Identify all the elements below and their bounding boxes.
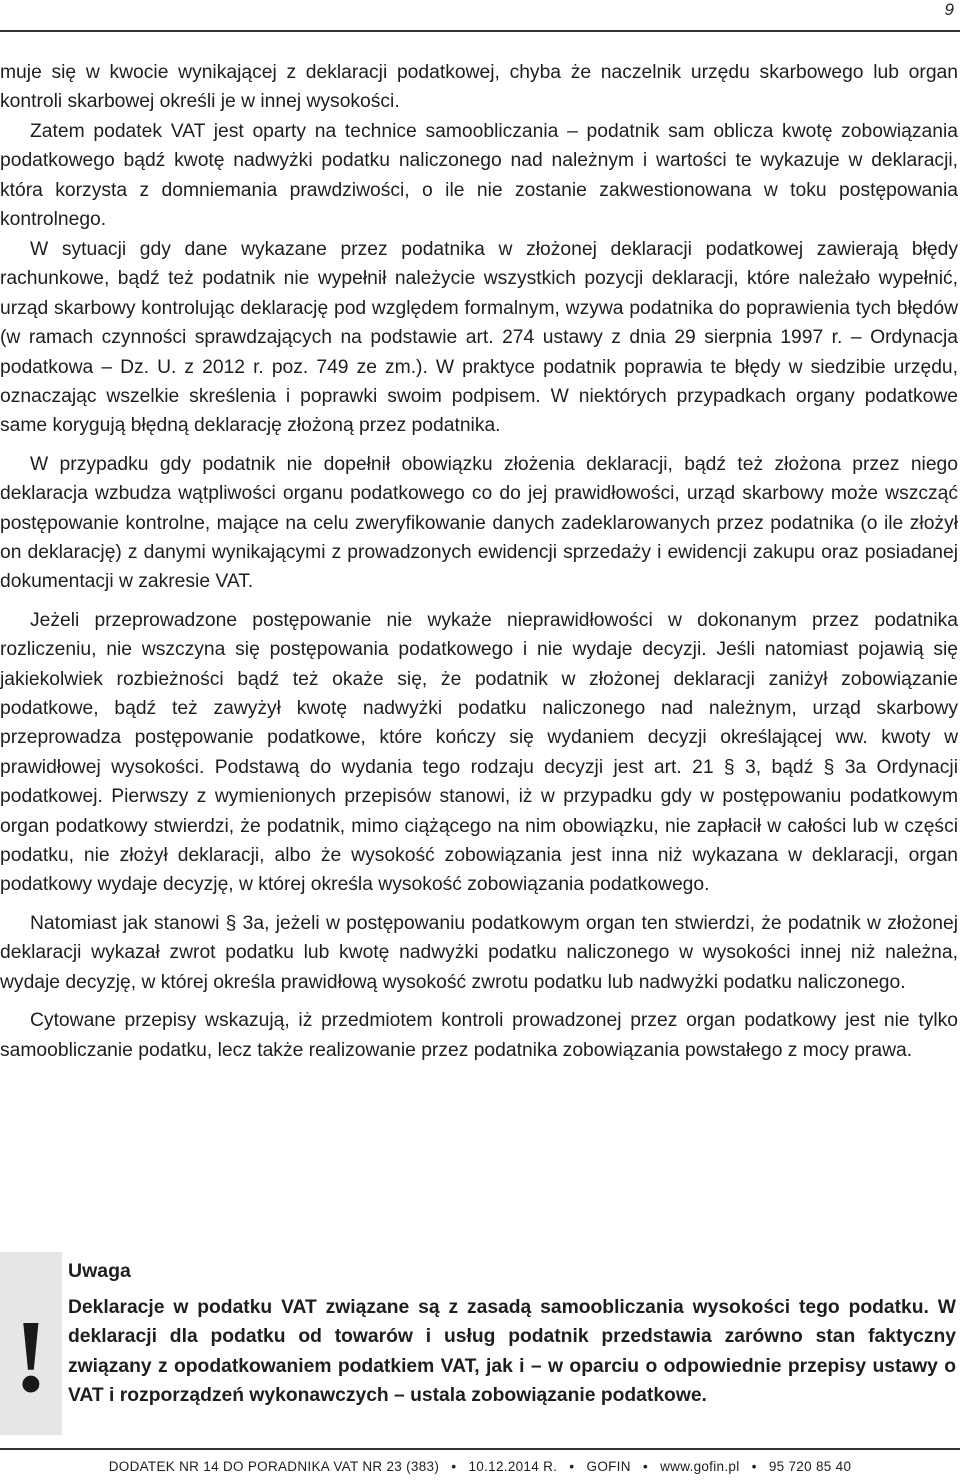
footer-separator: •: [751, 1458, 757, 1474]
footer-publication: DODATEK NR 14 DO PORADNIKA VAT NR 23 (383): [108, 1459, 440, 1474]
page-number: 9: [944, 0, 954, 19]
footer-website[interactable]: www.gofin.pl: [660, 1459, 740, 1474]
paragraph-4: W przypadku gdy podatnik nie dopełnił obowiązku złożenia deklaracji, bądź też złożona przez niego deklaracja wzbudza wątpliwości organu podatkowego co do jej prawidłowości, urząd skarbowy może wszcząć postępowanie kontrolne, mające na celu zweryfikowanie danych zadeklarowanych przez podatnika (o ile złożył on deklarację) z danymi wynikającymi z prowadzonych ewidencji sprzedaży i ewidencji zakupu oraz posiadanej dokumentacji w zakresie VAT.: [0, 453, 958, 593]
footer-rule: [0, 1448, 960, 1450]
article-body: [0, 58, 958, 1065]
footer-separator: •: [569, 1458, 575, 1474]
paragraph-5: Jeżeli przeprowadzone postępowanie nie wykaże nieprawidłowości w dokonanym przez podatnika rozliczeniu, nie wszczyna się postępowania podatkowego i nie wydaje decyzji. Jeśli natomiast pojawią się jakiekolwiek rozbieżności bądź też okaże się, że podatnik w złożonej deklaracji zaniżył zobowiązanie podatkowe, bądź też zawyżył kwotę nadwyżki podatku naliczonego nad należnym, urząd skarbowy przeprowadza postępowanie podatkowe, które kończy się wydaniem decyzji określającej ww. kwoty w prawidłowej wysokości. Podstawą do wydania tego rodzaju decyzji jest art. 21 § 3, bądź § 3a Ordynacji podatkowej. Pierwszy z wymienionych przepisów stanowi, iż w przypadku gdy w postępowaniu podatkowym organ podatkowy stwierdzi, że podatnik, mimo ciążącego na nim obowiązku, nie zapłacił w całości lub w części podatku, nie złożył deklaracji, albo że wysokość zobowiązania jest inna niż wykazana w deklaracji, organ podatkowy wydaje decyzję, w której określa wysokość zobowiązania podatkowego.: [0, 609, 958, 896]
exclamation-icon: !: [13, 1299, 49, 1414]
footer-separator: •: [451, 1458, 457, 1474]
footer-publisher: GOFIN: [586, 1459, 631, 1474]
paragraph-6: Natomiast jak stanowi § 3a, jeżeli w postępowaniu podatkowym organ ten stwierdzi, że podatnik w złożonej deklaracji wykazał zwrot podatku lub kwotę nadwyżki podatku naliczonego w wysokości innej niż należna, wydaje decyzję, w której określa prawidłową wysokość zwrotu podatku lub nadwyżki podatku naliczonego.: [0, 912, 958, 993]
footer-separator: •: [642, 1458, 649, 1474]
footer-phone: 95 720 85 40: [768, 1459, 852, 1474]
paragraph-3: W sytuacji gdy dane wykazane przez podatnika w złożonej deklaracji podatkowej zawierają błędy rachunkowe, bądź też podatnik nie wypełnił należycie wszystkich pozycji deklaracji, które należało wypełnić, urząd skarbowy kontrolując deklarację pod względem formalnym, wzywa podatnika do poprawienia tych błędów (w ramach czynności sprawdzających na podstawie art. 274 ustawy z dnia 29 sierpnia 1997 r. – Ordynacja podatkowa – Dz. U. z 2012 r. poz. 749 ze zm.). W praktyce podatnik poprawia te błędy w siedzibie urzędu, oznaczając wszelkie skreślenia i poprawki swoim podpisem. W niektórych przypadkach organy podatkowe same korygują błędną deklarację złożoną przez podatnika.: [0, 238, 958, 437]
footer-date: 10.12.2014 R.: [468, 1459, 558, 1474]
paragraph-2: Zatem podatek VAT jest oparty na technice samoobliczania – podatnik sam oblicza kwotę zobowiązania podatkowego bądź kwotę nadwyżki podatku naliczonego nad należnym i wartości te wykazuje w deklaracji, która korzysta z domniemania prawdziwości, o ile nie zostanie zakwestionowana w toku postępowania kontrolnego.: [0, 120, 958, 231]
footer: [0, 1458, 960, 1474]
note-title: Uwaga: [68, 1260, 131, 1282]
note-box: [0, 1252, 960, 1435]
paragraph-7: Cytowane przepisy wskazują, iż przedmiotem kontroli prowadzonej przez organ podatkowy jest nie tylko samoobliczanie podatku, lecz także realizowanie przez podatnika zobowiązania powstałego z mocy prawa.: [0, 1010, 958, 1061]
header-rule: [0, 30, 960, 32]
note-text: Deklaracje w podatku VAT związane są z zasadą samoobliczania wysokości tego podatku. W deklaracji dla podatku od towarów i usług podatnik przedstawia zarówno stan faktyczny związany z opodatkowaniem podatkiem VAT, jak i – w oparciu o odpowiednie przepisy ustawy o VAT i rozporządzeń wykonawczych – ustala zobowiązanie podatkowe.: [68, 1297, 956, 1407]
paragraph-1: muje się w kwocie wynikającej z deklaracji podatkowej, chyba że naczelnik urzędu skarbowego lub organ kontroli skarbowej określi je w innej wysokości.: [0, 62, 958, 113]
